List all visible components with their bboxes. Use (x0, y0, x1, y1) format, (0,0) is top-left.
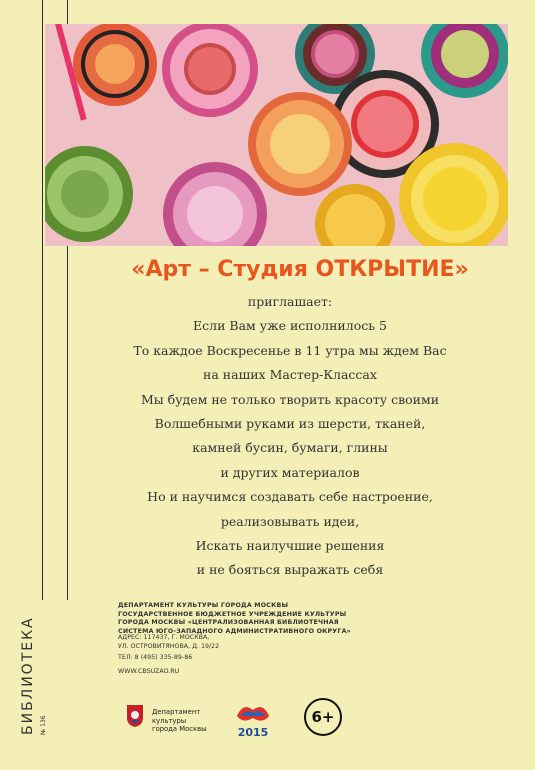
department-logo-text (152, 708, 206, 734)
logos-row (118, 694, 498, 744)
org-line: ГОСУДАРСТВЕННОЕ БЮДЖЕТНОЕ УЧРЕЖДЕНИЕ КУЛЬТУРЫ (118, 610, 347, 618)
text-line: и не бояться выражать себя (196, 562, 384, 578)
poster-title: «Арт – Студия ОТКРЫТИЕ» (131, 257, 469, 282)
text-line: Искать наилучшие решения (195, 537, 385, 553)
text-line: То каждое Воскресенье в 11 утра мы ждем Вас (133, 342, 447, 358)
year-text: 2015 (237, 726, 269, 739)
text-line: Мы будем не только творить красоту своими (140, 391, 440, 407)
text-line: и других материалов (220, 464, 360, 480)
org-line: СИСТЕМА ЮГО-ЗАПАДНОГО АДМИНИСТРАТИВНОГО ОКРУГА» (118, 627, 351, 635)
org-line: ДЕПАРТАМЕНТ КУЛЬТУРЫ ГОРОДА МОСКВЫ (118, 602, 289, 609)
dept-logo-line: Департамент (152, 708, 201, 716)
year-of-literature-logo-icon (233, 700, 273, 740)
fabric-flowers-image (45, 24, 508, 246)
text-line: Если Вам уже исполнилось 5 (193, 318, 387, 334)
library-number: № 136 (40, 715, 47, 735)
text-line: камней бусин, бумаги, глины (192, 440, 388, 456)
age-rating-badge: 6+ (304, 698, 342, 736)
address-line: АДРЕС: 117437, Г. МОСКВА, (118, 634, 210, 641)
dept-logo-line: культуры (152, 716, 187, 725)
text-line: Волшебными руками из шерсти, тканей, (154, 415, 426, 431)
text-line: на наших Мастер-Классах (203, 367, 377, 383)
library-label: БИБЛИОТЕКА (20, 616, 36, 735)
header-photo (45, 24, 508, 246)
address-line: УЛ. ОСТРОВИТЯНОВА, Д. 19/22 (118, 642, 220, 650)
website-link[interactable]: WWW.CBSUZAO.RU (118, 668, 180, 675)
org-line: ГОРОДА МОСКВЫ «ЦЕНТРАЛИЗОВАННАЯ БИБЛИОТЕЧНАЯ (118, 619, 339, 627)
invitation-text (90, 290, 490, 583)
address-block (118, 634, 219, 651)
organization-block (118, 602, 351, 636)
phone: ТЕЛ: 8 (495) 335-89-86 (118, 654, 193, 661)
text-line: приглашает: (247, 294, 333, 309)
text-line: Но и научимся создавать себе настроение, (147, 489, 433, 505)
dept-logo-line: города Москвы (152, 725, 207, 733)
moscow-emblem-icon (126, 704, 144, 728)
text-line: реализовывать идеи, (220, 513, 360, 529)
